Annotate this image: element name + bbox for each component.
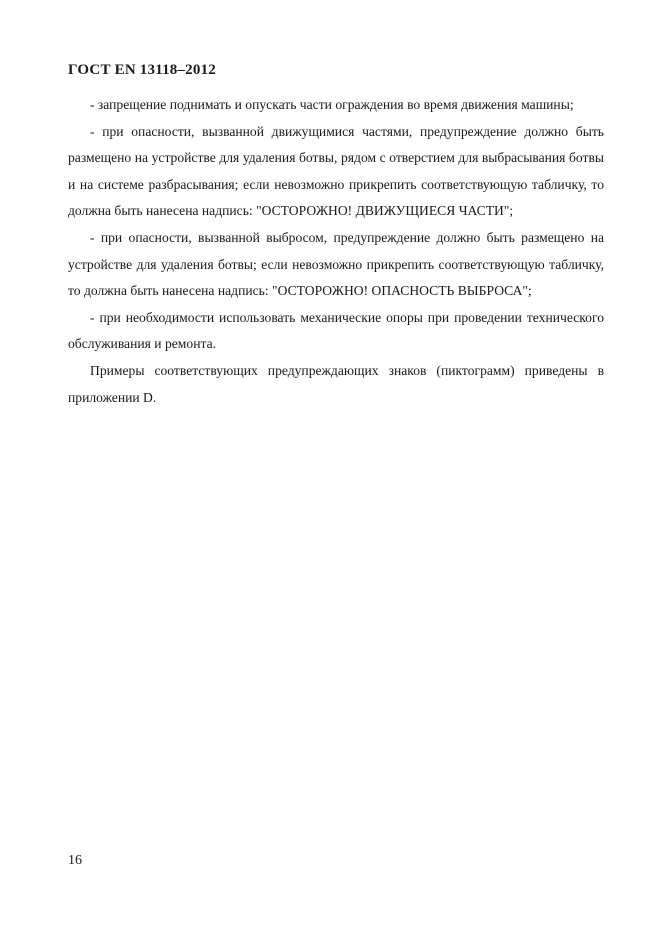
paragraph-lift-prohibition: - запрещение поднимать и опускать части ограждения во время движения машины;	[90, 97, 574, 112]
paragraph-pictogram-examples: Примеры соответствующих предупреждающих знаков (пиктограмм) приведены в приложении D.	[68, 362, 604, 405]
paragraph-mechanical-supports: - при необходимости использовать механические опоры при проведении технического обслуживания и ремонта.	[68, 309, 604, 352]
paragraph-moving-parts-warning: - при опасности, вызванной движущимися частями, предупреждение должно быть размещено на устройстве для удаления ботвы, рядом с отверстием для выбрасывания ботвы и на системе разбрасывания; если невозможно прикрепить соответствующую табличку, то должна быть нанесена надпись: "ОСТОРОЖНО! ДВИЖУЩИЕСЯ ЧАСТИ";	[68, 123, 604, 219]
page-header-standard: ГОСТ EN 13118–2012	[68, 62, 216, 78]
paragraph-ejection-warning: - при опасности, вызванной выбросом, предупреждение должно быть размещено на устройстве для удаления ботвы; если невозможно прикрепить соответствующую табличку, то должна быть нанесена надпись: "ОСТОРОЖНО! ОПАСНОСТЬ ВЫБРОСА";	[68, 229, 604, 299]
page-number: 16	[68, 853, 82, 868]
document-body	[68, 92, 604, 411]
